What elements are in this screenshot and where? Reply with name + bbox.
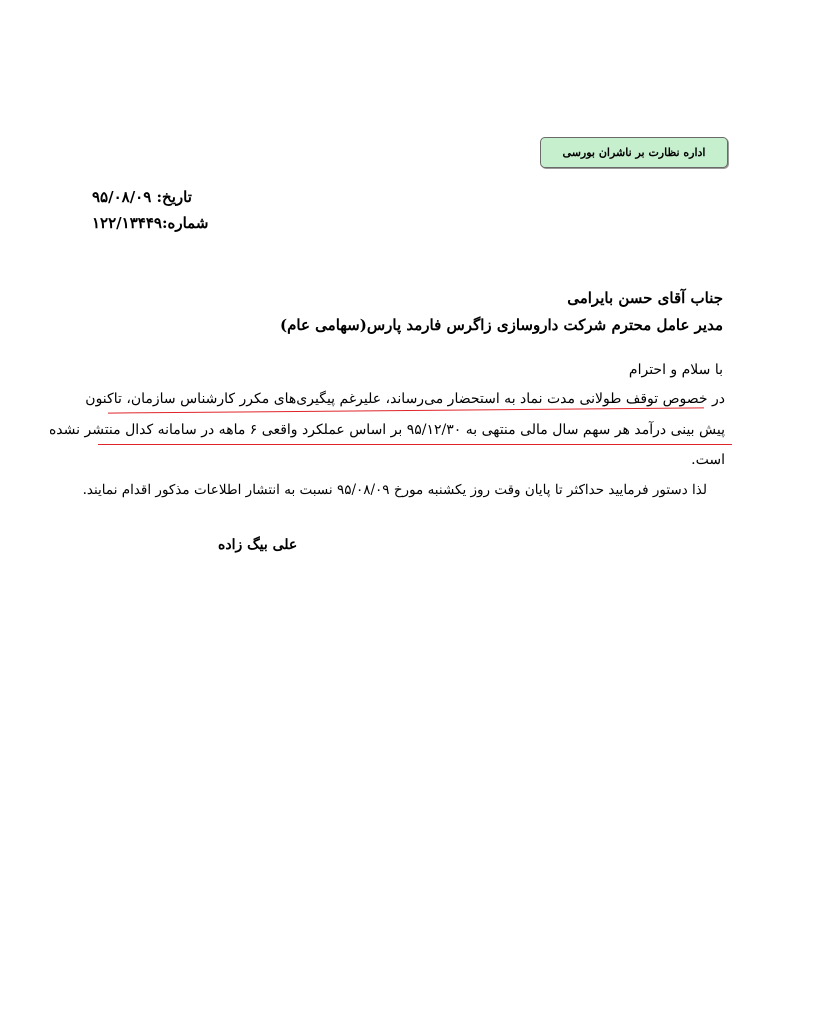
greeting-line: با سلام و احترام xyxy=(628,362,723,378)
letter-number: شماره:۱۲۲/۱۳۴۴۹ xyxy=(92,214,209,232)
red-underline-mark xyxy=(108,407,704,413)
body-line-2: پیش بینی درآمد هر سهم سال مالی منتهی به ۹۵/۱۲/۳۰ بر اساس عملکرد واقعی ۶ ماهه در سامانه کدال منتشر نشده xyxy=(48,422,725,438)
signature-name: علی بیگ زاده xyxy=(218,537,298,553)
department-label: اداره نظارت بر ناشران بورسی xyxy=(562,146,706,159)
body-line-1: در خصوص توقف طولانی مدت نماد به استحضار می‌رساند، علیرغم پیگیری‌های مکرر کارشناس سازمان، تاکنون xyxy=(85,391,725,407)
recipient-title: مدیر عامل محترم شرکت داروسازی زاگرس فارمد پارس(سهامی عام) xyxy=(280,316,723,334)
body-line-3: است. xyxy=(691,452,725,468)
red-underline-mark xyxy=(98,444,732,445)
body-line-4: لذا دستور فرمایید حداکثر تا پایان وقت روز یکشنبه مورخ ۹۵/۰۸/۰۹ نسبت به انتشار اطلاعات مذکور اقدام نمایند. xyxy=(82,482,707,498)
department-label-box xyxy=(540,137,728,168)
letter-date: تاریخ: ۹۵/۰۸/۰۹ xyxy=(92,188,192,206)
recipient-name: جناب آقای حسن بایرامی xyxy=(567,289,723,307)
